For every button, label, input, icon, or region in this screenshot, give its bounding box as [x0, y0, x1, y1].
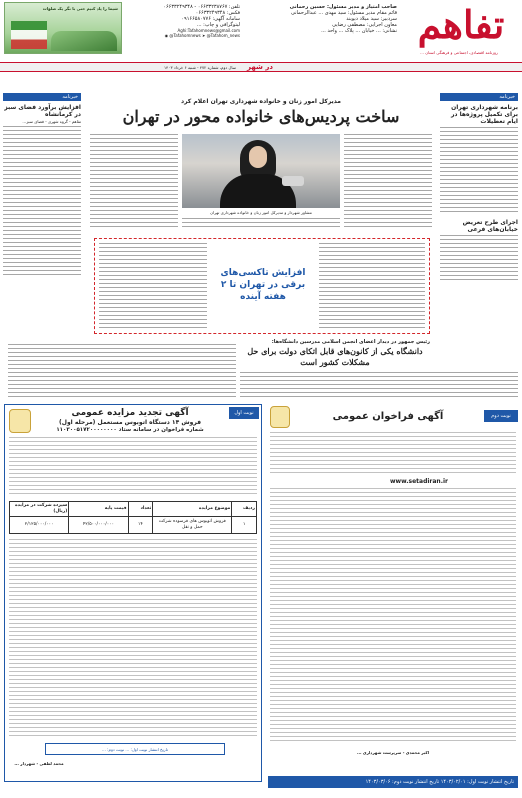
ad-left-table-header — [10, 502, 257, 517]
cell-row: ۱ — [232, 517, 257, 534]
deputy-line: معاون اجرایی: مصطفی رضایی — [332, 22, 397, 28]
cell-subject: فروش اتوبوس های فرسوده شرکت حمل و نقل — [153, 517, 232, 534]
ad-left-subtitle: فروش ۱۴ دستگاه اتوبوس مستعمل (مرحله اول) — [59, 419, 201, 426]
main-story-kicker: مدیرکل امور زنان و خانواده شهرداری تهران اعلام کرد — [180, 98, 341, 105]
editor-line: قائم مقام مدیر مسئول: سید مهدی ... عبدالرحمانی — [290, 10, 397, 16]
bottom-bar: تاریخ انتشار نوبت اول: ۱۴۰۳/۰۲/۰۱ تاریخ انتشار نوبت دوم: ۱۴۰۳/۰۳/۰۶ — [268, 776, 518, 788]
telegram-handle[interactable]: @Tafahom_news — [206, 33, 240, 38]
issue-date-line: سال دوم، شماره ۴۷۲ - شنبه ۶ خرداد ۱۴۰۳ — [164, 65, 236, 70]
ad-left — [4, 404, 262, 782]
main-story-col-left — [90, 134, 178, 230]
right-story-1-title: برنامه شهرداری تهران برای تکمیل پروژه‌ها در ایام تعطیلات — [450, 104, 518, 125]
ads-line: سامانه آگهی: ۰۹۱۶۶۵۸۰۷۷۶ — [181, 16, 240, 22]
masthead-tagline: روزنامه اقتصادی، اجتماعی و فرهنگی استان ... — [420, 50, 498, 55]
cell-deposit: ۲/۱۲۵/۰۰۰/۰۰۰ — [10, 517, 69, 534]
fax: فکس: ۰۶۶۳۳۲۴۹۳۴۸ — [195, 10, 240, 16]
second-story-body-b — [240, 372, 518, 400]
instagram-handle[interactable]: @Tafahomnews — [169, 33, 201, 38]
ad-right — [268, 404, 518, 774]
right-column-header: خبرنامه — [440, 93, 518, 101]
ad-left-title: آگهی تجدید مزایده عمومی — [71, 408, 189, 418]
promo-flag-image — [11, 21, 47, 49]
section-label: در شهر — [247, 63, 273, 71]
telegram-icon: ➤ — [202, 33, 206, 38]
promo-banner — [4, 2, 122, 54]
second-story-kicker: رئیس جمهور در دیدار اعضای انجمن اسلامی مدرسین دانشگاه‌ها: — [271, 339, 430, 345]
second-story-headline: دانشگاه یکی از کانون‌های قابل اتکای دولت برای حل مشکلات کشور است — [247, 346, 423, 367]
table-row — [10, 517, 257, 534]
ad-right-signature: اکبر محمدی - سرپرست شهرداری ... — [356, 750, 430, 755]
masthead — [0, 0, 522, 62]
cell-base-price: ۴۲/۵۰۰/۰۰۰/۰۰۰ — [69, 517, 128, 534]
phones: تلفن: ۰۶۶۳۳۲۳۸۷۶۷ - ۰۶۶۳۳۲۴۹۳۴۸ — [163, 4, 240, 10]
col-count: تعداد — [128, 502, 153, 517]
ad-left-emblem-icon — [9, 409, 31, 433]
ad-right-website[interactable]: www.setadiran.ir — [389, 478, 448, 485]
email[interactable]: Aghi:Tafahomnews@gmail.com — [177, 28, 240, 33]
col-subject: موضوع مزایده — [153, 502, 232, 517]
address-line: نشانی: ... خیابان ... پلاک ... واحد ... — [321, 28, 397, 34]
promo-landscape-image — [51, 31, 117, 51]
left-story-1-lead: تفاهم - گروه شهری - فضای سبز... — [22, 119, 81, 124]
highlight-story-headline: افزایش تاکسی‌های برقی در تهران تا ۲ هفته آینده — [220, 268, 306, 302]
right-column — [440, 93, 518, 271]
left-column — [3, 93, 81, 271]
ad-left-footer-box: تاریخ انتشار نوبت اول: ... نوبت دوم: ... — [45, 743, 225, 755]
highlight-story-box — [94, 238, 430, 334]
chief-line: سردبیر: سید میلاد دیوبند — [346, 16, 397, 22]
main-story-headline: ساخت پردیس‌های خانواده محور در تهران — [122, 107, 400, 126]
left-column-header: خبرنامه — [3, 93, 81, 101]
col-row: ردیف — [232, 502, 257, 517]
photo-microphone — [282, 176, 304, 186]
highlight-body-right — [319, 243, 425, 329]
ad-right-title: آگهی فراخوان عمومی — [332, 411, 444, 422]
ad-left-signature: محمد لطفی - شهردار ... — [14, 761, 64, 766]
masthead-contacts — [130, 4, 240, 56]
main-story-col-right — [344, 134, 432, 230]
issue-bar — [0, 62, 522, 72]
col-base-price: قیمت پایه — [69, 502, 128, 517]
print-line: لیتوگرافی و چاپ: ... — [196, 22, 240, 28]
main-story-under-photo — [182, 218, 340, 230]
cell-count: ۱۴ — [128, 517, 153, 534]
ad-right-body-b — [270, 488, 516, 744]
left-story-1-body — [3, 126, 81, 276]
main-story-caption: مشاور شهردار و مدیرکل امور زنان و خانواده شهرداری تهران — [210, 210, 312, 215]
ad-right-turn-tab: نوبت دوم — [484, 410, 518, 422]
masthead-logo: تفاهم — [417, 2, 505, 47]
instagram-icon: ◉ — [164, 33, 169, 38]
ad-left-table — [9, 501, 257, 534]
right-story-1-body — [440, 127, 518, 215]
ad-left-turn-tab: نوبت اول — [229, 407, 259, 419]
ad-left-conditions — [9, 539, 257, 739]
highlight-body-left — [99, 243, 207, 329]
ad-left-number: شماره فراخوان در سامانه ستاد ۱۱۰۳۰۰۵۱۷۲۰۰۰۰۰۰۰۰ — [56, 427, 204, 433]
right-story-2-body — [440, 235, 518, 283]
masthead-credits — [247, 4, 397, 56]
social-handles — [130, 33, 240, 38]
photo-person-face — [249, 146, 267, 168]
owner-line: صاحب امتیاز و مدیر مسئول: حسین رحمانی — [289, 4, 397, 10]
second-story-body-a — [8, 344, 236, 400]
left-story-1-title: افزایش برآورد فضای سبز در کرمانشاه — [4, 104, 81, 118]
ad-right-body-a — [270, 432, 516, 476]
ad-left-intro — [9, 437, 257, 497]
promo-text: شیما را پاد کنیم حتی با نگر یک صلوات — [42, 6, 118, 11]
ad-right-emblem-icon — [270, 406, 290, 428]
main-story-photo — [182, 134, 340, 208]
right-story-2-title: اجرای طرح تعریض خیابان‌های فرعی — [462, 219, 518, 233]
col-deposit: سپرده شرکت در مزایده (ریال) — [10, 502, 69, 517]
